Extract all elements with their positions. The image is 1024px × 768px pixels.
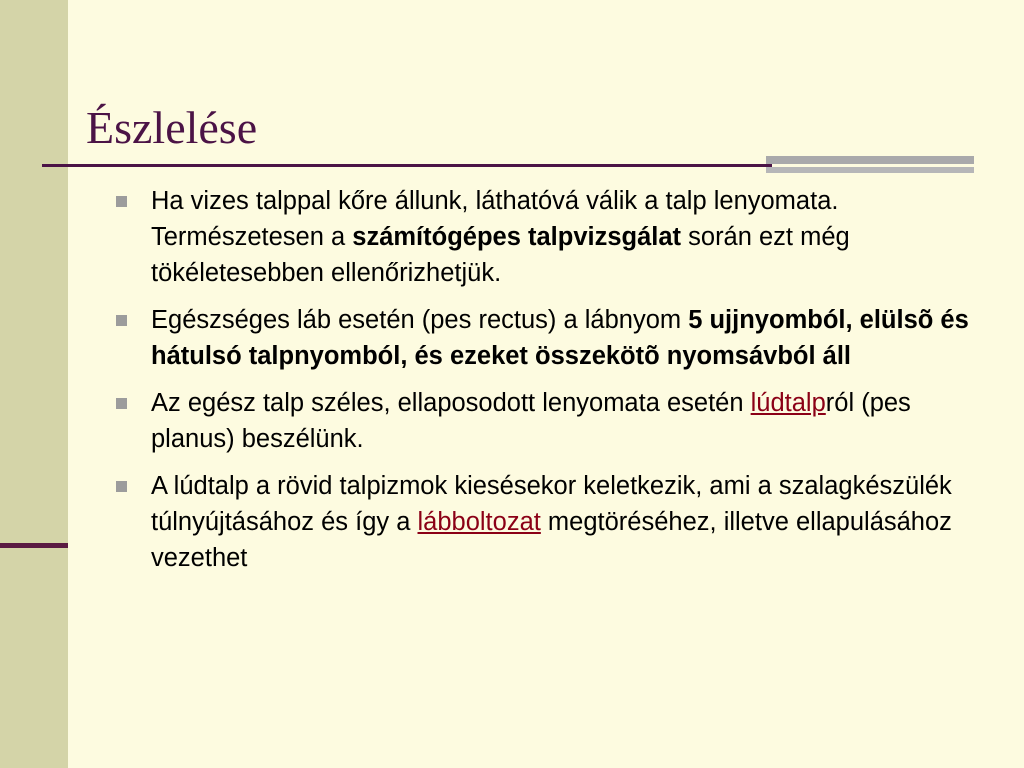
bullet-item-cause xyxy=(116,468,976,576)
square-bullet-icon xyxy=(116,196,127,207)
bullet-text: során ezt még tökéletesebben ellenőrizhetjük. xyxy=(151,223,850,287)
bullet-bold-text: 5 ujjnyomból, elülsõ és hátulsó talpnyomból, és ezeket összekötõ nyomsávból áll xyxy=(151,306,969,370)
bullet-text: megtöréséhez, illetve ellapulásához vezethet xyxy=(151,508,952,572)
bullet-item-footprint xyxy=(116,183,976,291)
bullet-text: A lúdtalp a rövid talpizmok kiesésekor keletkezik, ami a szalagkészülék túlnyújtásához és így a xyxy=(151,472,952,536)
bullet-text: Az egész talp széles, ellaposodott lenyomata esetén xyxy=(151,389,751,417)
bullet-text: Ha vizes talppal kőre állunk, láthatóvá válik a talp lenyomata. Természetesen a xyxy=(151,187,839,251)
labboltozat-link[interactable]: lábboltozat xyxy=(417,508,541,536)
bullet-text: ról (pes planus) beszélünk. xyxy=(151,389,911,453)
bullet-text: Egészséges láb esetén (pes rectus) a lábnyom xyxy=(151,306,689,334)
title-underline xyxy=(42,164,772,167)
bullet-bold-text: számítógépes talpvizsgálat xyxy=(352,223,682,251)
bullet-item-flat-foot xyxy=(116,385,976,457)
decorative-bar-top xyxy=(766,156,974,164)
square-bullet-icon xyxy=(116,481,127,492)
left-band-accent-line xyxy=(0,543,68,548)
decorative-bars xyxy=(766,156,974,173)
bullet-list xyxy=(116,183,976,587)
bullet-item-healthy-foot xyxy=(116,302,976,374)
decorative-bar-bottom xyxy=(766,167,974,173)
ludtalp-link[interactable]: lúdtalp xyxy=(750,389,826,417)
slide-title: Észlelése xyxy=(86,102,258,153)
square-bullet-icon xyxy=(116,398,127,409)
left-decorative-band xyxy=(0,0,68,768)
square-bullet-icon xyxy=(116,315,127,326)
